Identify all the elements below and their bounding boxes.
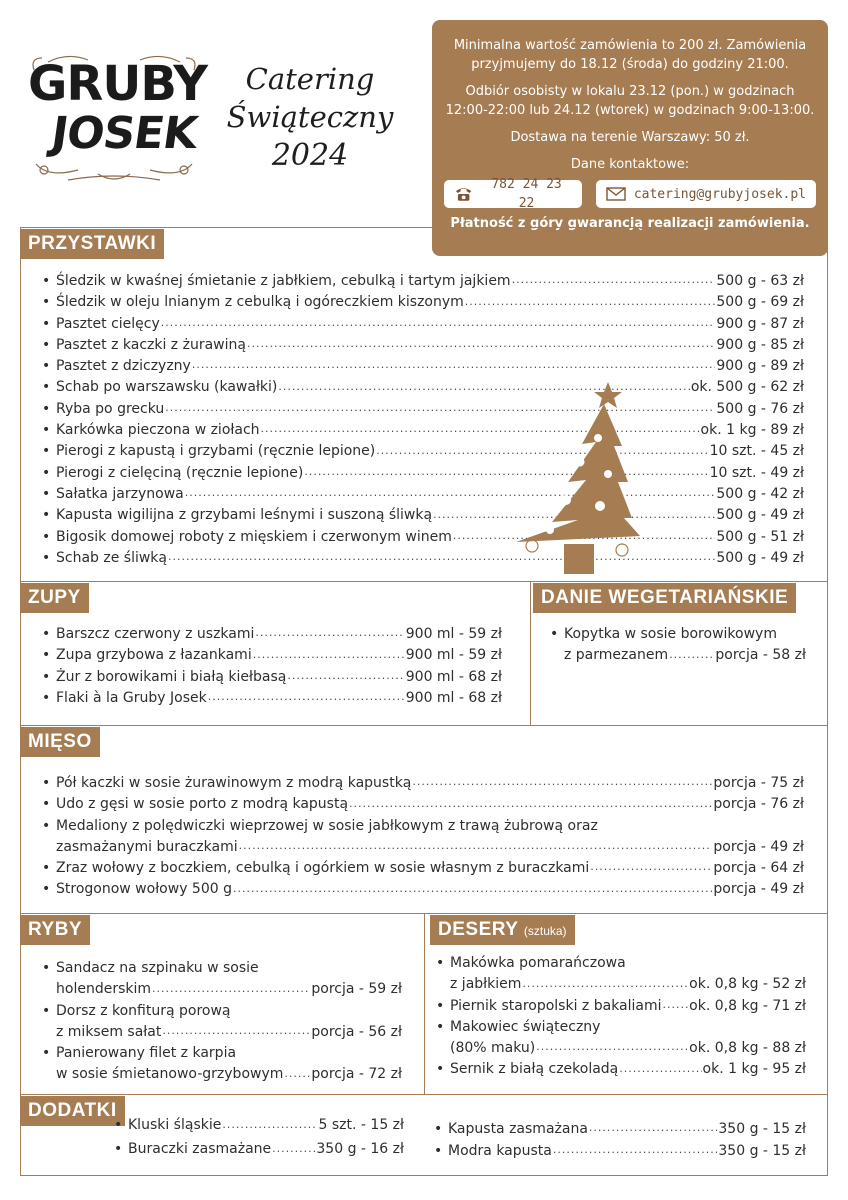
bullet: • [42,315,51,332]
item-price: ok. 0,8 kg - 71 zł [689,997,806,1014]
item-name: Ryba po grecku [56,400,165,417]
contact-chips [444,177,816,211]
bullet: • [42,647,51,664]
dodatki-right-list [434,1118,806,1162]
item-price: porcja - 49 zł [713,838,804,855]
item-price: ok. 1 kg - 95 zł [702,1061,806,1078]
list-item [42,399,804,420]
ryby-list [42,958,402,1086]
dot-leader [619,1061,701,1077]
ryby-label: RYBY [20,915,90,945]
dot-leader [589,1120,717,1136]
bullet: • [42,668,51,685]
bullet: • [42,817,51,834]
item-name: Śledzik w oleju lnianym z cebulką i ogóreczkiem kiszonym [56,294,464,311]
list-item-cont [42,837,804,858]
page-title [210,60,410,176]
mieso-list [42,773,804,901]
bullet: • [434,1143,443,1159]
bullet: • [42,860,51,877]
bullet: • [42,528,51,545]
item-price: 10 szt. - 45 zł [709,443,804,460]
item-name: Pierogi z kapustą i grzybami (ręcznie lepione) [56,443,376,460]
item-price: 900 g - 85 zł [716,336,804,353]
item-price: 500 g - 49 zł [716,507,804,524]
item-name: Śledzik w kwaśnej śmietanie z jabłkiem, cebulką i tartym jajkiem [56,273,511,289]
dot-leader [522,976,688,992]
item-name: Pasztet cielęcy [56,315,160,332]
list-item-cont [42,979,402,1000]
list-item [434,1118,806,1140]
item-name: Kapusta wigilijna z grzybami leśnymi i suszoną śliwką [56,507,433,524]
dot-leader [536,1039,688,1055]
item-name: Bigosik domowej roboty z mięskiem i czerwonym winem [56,528,452,545]
item-name: Sernik z białą czekoladą [450,1061,619,1078]
phone-icon [454,186,473,202]
list-item [42,667,502,688]
email-chip[interactable] [596,180,816,208]
bullet: • [114,1117,123,1133]
item-name: Medaliony z polędwiczki wieprzowej w sosie jabłkowym z trawą żubrową oraz [56,817,598,834]
item-price: porcja - 59 zł [311,981,402,998]
dot-leader [663,997,689,1013]
bullet: • [42,464,51,481]
list-item [42,1001,402,1022]
list-item [42,794,804,815]
item-name-cont: holenderskim [56,981,151,998]
bullet: • [42,507,51,524]
bullet: • [42,273,51,289]
dot-leader [222,1117,317,1133]
item-name-cont: w sosie śmietanowo-grzybowym [56,1066,284,1083]
bullet: • [42,358,51,375]
item-price: 5 szt. - 15 zł [318,1117,404,1133]
item-price: 900 ml - 68 zł [405,668,502,685]
list-item [42,527,804,548]
bullet: • [42,1002,51,1019]
dodatki-left-list [114,1113,404,1161]
item-price: 900 ml - 59 zł [405,647,502,664]
dot-leader [253,647,405,663]
list-item [42,292,804,313]
item-price: porcja - 49 zł [713,881,804,898]
list-item [42,1043,402,1064]
bullet: • [436,997,445,1014]
dodatki-label: DODATKI [20,1096,125,1126]
list-item [42,377,804,398]
dot-leader [152,981,310,997]
item-name: Karkówka pieczona w ziołach [56,422,260,439]
info-box [432,20,828,256]
bullet: • [42,775,51,791]
item-price: 500 g - 51 zł [716,528,804,545]
wege-name: Kopytka w sosie borowikowym [564,626,777,642]
list-item [114,1137,404,1161]
list-item [42,335,804,356]
item-name: Makówka pomarańczowa [450,955,626,971]
bullet: • [42,422,51,439]
wege-list [550,624,806,667]
list-item-cont [42,1064,402,1085]
pickup-text: Odbiór osobisty w lokalu 23.12 (pon.) w godzinach 12:00-22:00 lub 24.12 (wtorek) w godzinach 9:00-13:00. [445,84,815,118]
list-item [436,1059,806,1080]
dot-leader [255,625,404,641]
title-line-2: Świąteczny [226,100,394,134]
list-item [42,484,804,505]
item-name: Pierogi z cielęciną (ręcznie lepione) [56,464,304,481]
list-item-cont [436,1038,806,1059]
item-name: Barszcz czerwony z uszkami [56,626,255,642]
item-price: porcja - 75 zł [713,775,804,791]
list-item [42,463,804,484]
bullet: • [42,485,51,502]
dot-leader [161,315,716,331]
envelope-icon [606,187,626,201]
item-name: Zraz wołowy z boczkiem, cebulką i ogórkiem w sosie własnym z buraczkami [56,860,590,877]
item-name: Flaki à la Gruby Josek [56,689,207,706]
christmas-tree-icon [508,382,648,582]
item-price: 500 g - 69 zł [716,294,804,311]
list-item-cont [550,645,806,666]
email-address: catering@grubyjosek.pl [633,186,806,202]
dot-leader [272,1141,315,1157]
item-price: ok. 500 g - 62 zł [690,379,804,396]
zupy-label: ZUPY [20,583,89,613]
item-price: 350 g - 15 zł [718,1121,806,1137]
bullet: • [436,955,445,971]
item-name: Schab ze śliwką [56,549,167,566]
item-name: Pasztet z kaczki z żurawiną [56,336,246,353]
item-name-cont: z miksem sałat [56,1023,162,1040]
contacts-label: Dane kontaktowe: [570,157,690,172]
item-price: 900 ml - 59 zł [405,626,502,642]
phone-number: 782 24 23 22 [491,177,562,211]
wege-label: DANIE WEGETARIAŃSKIE [533,583,796,613]
bullet: • [42,336,51,353]
item-name-cont: (80% maku) [450,1040,536,1057]
dot-leader [590,859,712,875]
item-name: Panierowany filet z karpia [56,1045,237,1062]
bullet: • [42,796,51,813]
item-name: Pół kaczki w sosie żurawinowym z modrą kapustką [56,775,412,791]
bullet: • [42,294,51,311]
list-item [42,420,804,441]
item-price: porcja - 64 zł [713,860,804,877]
dot-leader [669,647,714,663]
title-line-1: Catering [245,62,375,96]
item-price: 350 g - 16 zł [316,1141,404,1157]
item-price: 350 g - 15 zł [718,1143,806,1159]
item-price: 500 g - 49 zł [716,549,804,566]
przystawki-list [42,271,804,569]
item-price: 500 g - 63 zł [716,273,804,289]
dot-leader [412,774,712,790]
item-name: Kluski śląskie [128,1117,222,1133]
mieso-label: MIĘSO [20,727,100,757]
bullet: • [42,379,51,396]
list-item-cont [436,974,806,995]
item-name: Piernik staropolski z bakaliami [450,997,662,1014]
item-name: Udo z gęsi w sosie porto z modrą kapustą [56,796,349,813]
item-name: Żur z borowikami i białą kiełbasą [56,668,287,685]
item-price: 500 g - 76 zł [716,400,804,417]
logo [28,52,208,188]
dot-leader [349,796,712,812]
dot-leader [239,838,713,854]
list-item [42,356,804,377]
dot-leader [247,336,715,352]
list-item [42,858,804,879]
item-price: 10 szt. - 49 zł [709,464,804,481]
bullet: • [42,1045,51,1062]
item-name: Sandacz na szpinaku w sosie [56,960,259,976]
list-item [436,996,806,1017]
payment-note: Płatność z góry gwarancją realizacji zamówienia. [450,216,810,231]
item-name: Zupa grzybowa z łazankami [56,647,252,664]
list-item [436,953,806,974]
item-price: 900 g - 89 zł [716,358,804,375]
item-price: 900 g - 87 zł [716,315,804,332]
item-name: Kapusta zasmażana [448,1121,588,1137]
bullet: • [434,1121,443,1137]
brand-line-2: JOSEK [48,108,200,159]
list-item [42,773,804,794]
list-item [434,1140,806,1162]
list-item [42,624,502,645]
wege-name-cont: z parmezanem [564,647,669,664]
desery-title: DESERY [438,919,519,940]
item-price: ok. 0,8 kg - 88 zł [689,1040,806,1057]
bullet: • [42,549,51,566]
item-price: 500 g - 42 zł [716,485,804,502]
list-item [42,816,804,837]
desery-list [436,953,806,1081]
dot-leader [162,1023,310,1039]
item-name: Schab po warszawsku (kawałki) [56,379,278,396]
dot-leader [553,1142,718,1158]
item-price: porcja - 56 zł [311,1023,402,1040]
list-item [42,271,804,292]
bullet: • [42,626,51,642]
list-item [42,879,804,900]
item-price: ok. 1 kg - 89 zł [700,422,804,439]
list-item [42,441,804,462]
brand-line-1: GRUBY [28,56,208,112]
list-item [42,958,402,979]
bullet: • [550,626,559,642]
list-item [42,688,502,709]
order-minimum-text: Minimalna wartość zamówienia to 200 zł. Zamówienia przyjmujemy do 18.12 (środa) do godziny 21:00. [453,38,807,72]
bullet: • [42,689,51,706]
item-price: porcja - 72 zł [311,1066,402,1083]
item-name: Buraczki zasmażane [128,1141,272,1157]
wege-price: porcja - 58 zł [715,647,806,664]
przystawki-label: PRZYSTAWKI [20,229,164,259]
item-name-cont: zasmażanymi buraczkami [56,838,238,855]
desery-subtitle: (sztuka) [523,924,567,938]
dot-leader [512,272,716,288]
item-price: porcja - 76 zł [713,796,804,813]
item-name: Pasztet z dziczyzny [56,358,191,375]
item-name: Makowiec świąteczny [450,1018,601,1035]
item-name: Dorsz z konfiturą porową [56,1002,231,1019]
bullet: • [114,1141,123,1157]
item-name: Modra kapusta [448,1143,552,1159]
list-item [114,1113,404,1137]
zupy-list [42,624,502,709]
item-name: Sałatka jarzynowa [56,485,184,502]
dot-leader [284,1066,310,1082]
bullet: • [42,960,51,976]
bullet: • [42,443,51,460]
item-price: 900 ml - 68 zł [405,689,502,706]
dot-leader [192,357,716,373]
item-price: ok. 0,8 kg - 52 zł [689,976,806,993]
list-item [42,314,804,335]
phone-chip[interactable] [444,177,582,211]
delivery-text: Dostawa na terenie Warszawy: 50 zł. [510,130,750,145]
list-item [436,1017,806,1038]
dot-leader [208,689,405,705]
list-item [42,645,502,666]
list-item [550,624,806,645]
item-name-cont: z jabłkiem [450,976,522,993]
bullet: • [42,881,51,898]
list-item [42,505,804,526]
dot-leader [287,668,404,684]
bullet: • [436,1061,445,1078]
list-item [42,548,804,569]
title-year: 2024 [271,138,349,173]
desery-label [430,915,575,945]
dot-leader [465,294,716,310]
list-item-cont [42,1022,402,1043]
bullet: • [42,400,51,417]
dot-leader [233,881,712,897]
bullet: • [436,1018,445,1035]
item-name: Strogonow wołowy 500 g [56,881,232,898]
